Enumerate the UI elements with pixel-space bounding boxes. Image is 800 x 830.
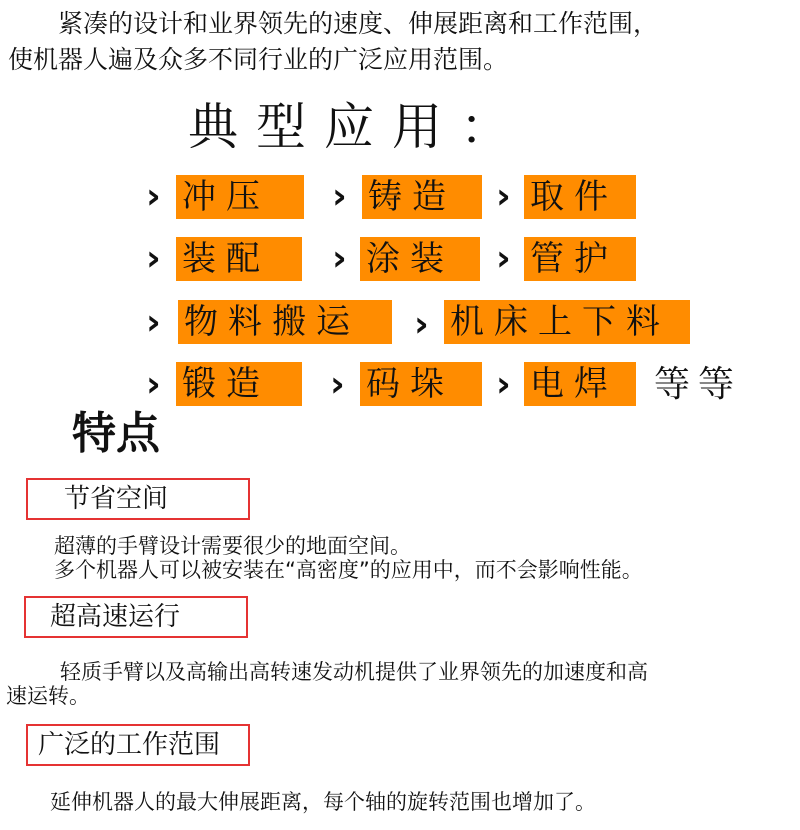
chevron-right-icon: › bbox=[146, 364, 161, 405]
applications-heading: 典型应用： bbox=[188, 98, 528, 156]
chevron-right-icon: › bbox=[146, 302, 161, 343]
chevron-right-icon: › bbox=[496, 364, 511, 405]
chevron-right-icon: › bbox=[146, 238, 161, 279]
application-tag-picking: 取件 bbox=[524, 175, 636, 219]
application-tag-material-handling: 物料搬运 bbox=[178, 300, 392, 344]
application-tag-casting: 铸造 bbox=[362, 175, 482, 219]
application-tag-maintenance: 管护 bbox=[524, 237, 636, 281]
chevron-right-icon: › bbox=[496, 238, 511, 279]
chevron-right-icon: › bbox=[332, 176, 347, 217]
feature-title-box bbox=[26, 724, 250, 766]
application-tag-machine-tending: 机床上下料 bbox=[444, 300, 690, 344]
feature-desc-space-saving bbox=[54, 534, 643, 582]
intro-line-2: 使机器人遍及众多不同行业的广泛应用范围。 bbox=[8, 45, 509, 74]
application-tag-painting: 涂装 bbox=[360, 237, 480, 281]
feature-desc-line: 超薄的手臂设计需要很少的地面空间。 bbox=[54, 534, 411, 558]
feature-desc-line: 延伸机器人的最大伸展距离，每个轴的旋转范围也增加了。 bbox=[50, 790, 596, 814]
application-tag-forging: 锻造 bbox=[176, 362, 302, 406]
feature-desc-high-speed bbox=[6, 660, 796, 708]
chevron-right-icon: › bbox=[496, 176, 511, 217]
application-tag-welding: 电焊 bbox=[524, 362, 636, 406]
chevron-right-icon: › bbox=[146, 176, 161, 217]
feature-desc-line: 轻质手臂以及高输出高转速发动机提供了业界领先的加速度和高 bbox=[60, 660, 648, 684]
application-tag-assembly: 装配 bbox=[176, 237, 302, 281]
intro-paragraph bbox=[8, 6, 798, 78]
feature-desc-line: 多个机器人可以被安装在“高密度”的应用中，而不会影响性能。 bbox=[54, 558, 643, 582]
chevron-right-icon: › bbox=[414, 304, 429, 345]
feature-title-space-saving: 节省空间 bbox=[64, 484, 169, 514]
application-tag-stamping: 冲压 bbox=[176, 175, 304, 219]
chevron-right-icon: › bbox=[330, 364, 345, 405]
feature-title-high-speed: 超高速运行 bbox=[50, 602, 181, 632]
intro-line-1: 紧凑的设计和业界领先的速度、伸展距离和工作范围， bbox=[58, 9, 659, 38]
feature-title-box bbox=[26, 478, 250, 520]
applications-etc: 等等 bbox=[654, 364, 743, 405]
feature-desc-wide-range bbox=[50, 790, 596, 814]
chevron-right-icon: › bbox=[332, 238, 347, 279]
feature-title-box bbox=[24, 596, 248, 638]
feature-desc-line: 速运转。 bbox=[6, 684, 90, 708]
feature-title-wide-range: 广泛的工作范围 bbox=[38, 730, 221, 760]
features-heading: 特点 bbox=[72, 408, 160, 459]
application-tag-palletizing: 码垛 bbox=[360, 362, 482, 406]
